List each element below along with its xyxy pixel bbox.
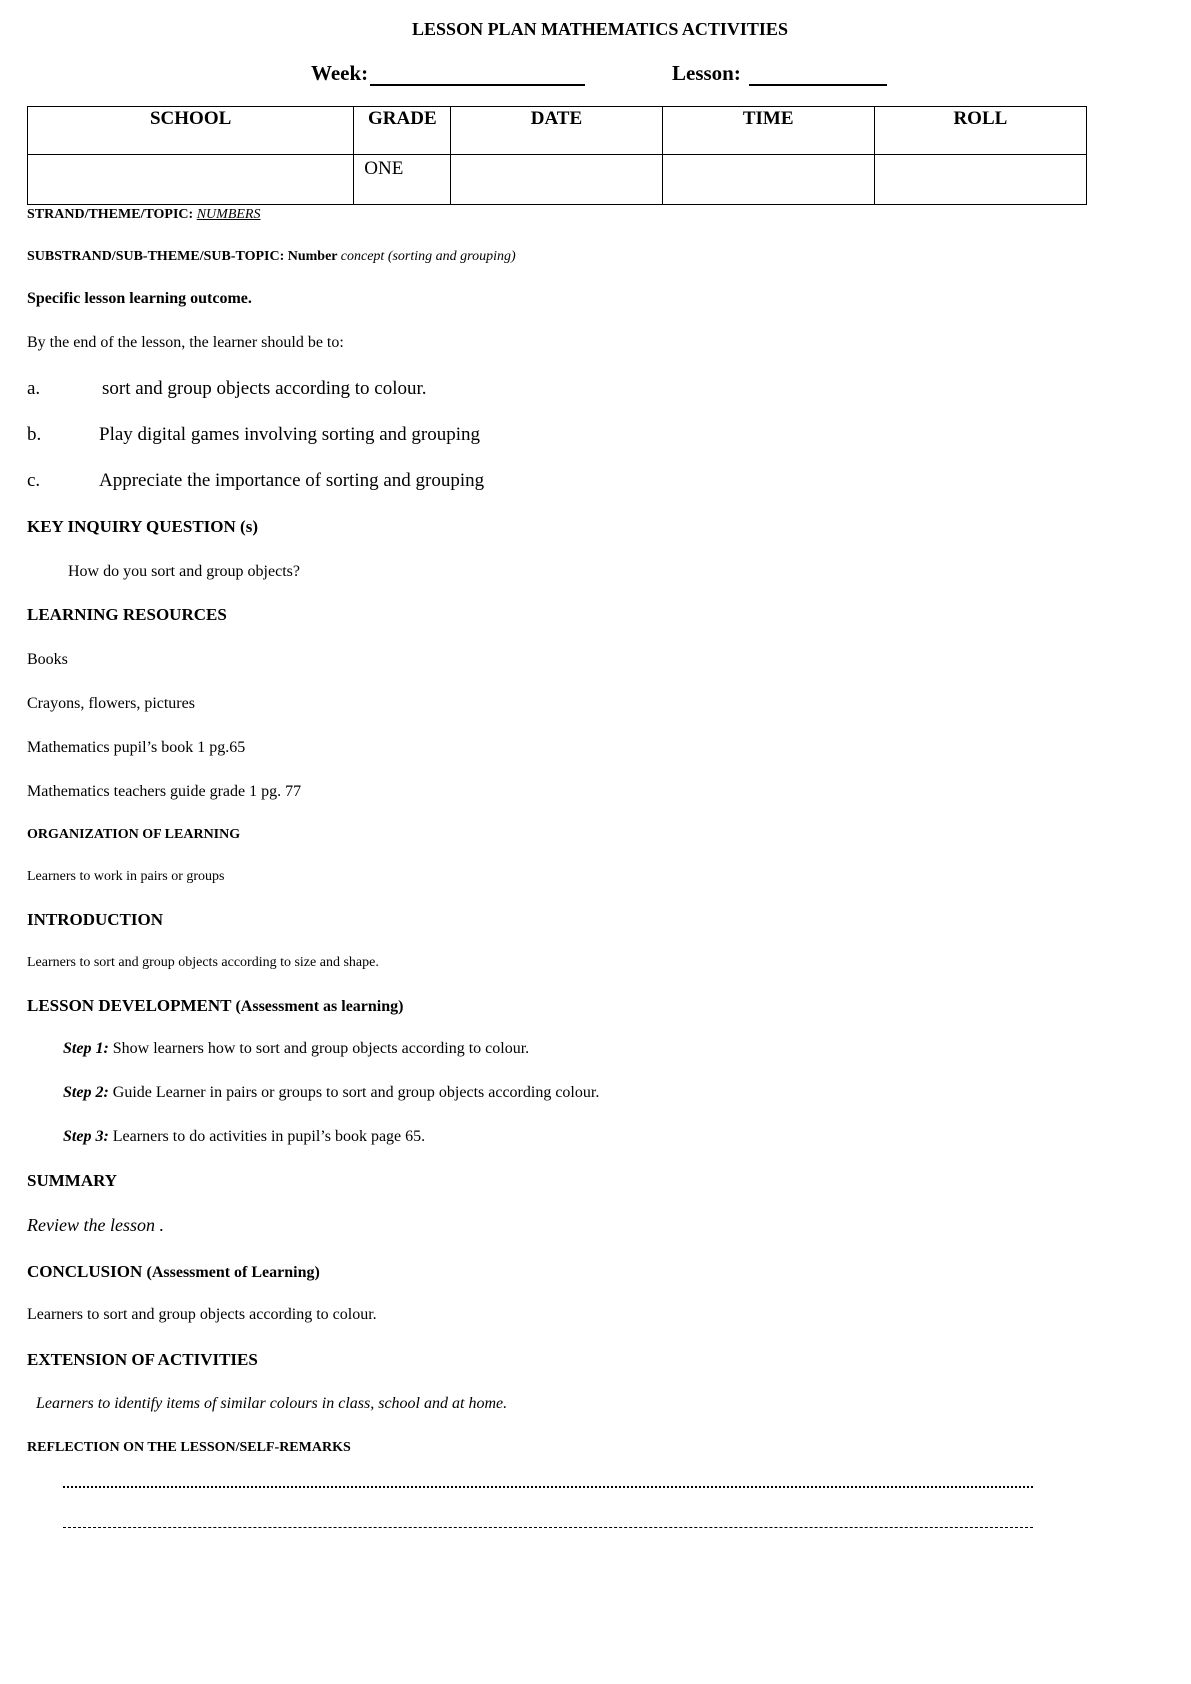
key-inquiry-heading: KEY INQUIRY QUESTION (s)	[27, 517, 258, 536]
header-time: TIME	[662, 107, 874, 155]
table-row	[28, 155, 1087, 205]
substrand-label: SUBSTRAND/SUB-THEME/SUB-TOPIC:	[27, 249, 285, 264]
resource-item: Mathematics pupil’s book 1 pg.65	[27, 739, 246, 756]
conclusion-heading-main: CONCLUSION	[27, 1262, 143, 1281]
summary-text: Review the lesson .	[27, 1215, 164, 1235]
strand-line	[27, 207, 260, 223]
development-heading-sub: (Assessment as learning)	[235, 998, 404, 1015]
cell-time[interactable]	[662, 155, 874, 205]
strand-value: NUMBERS	[196, 207, 261, 222]
resource-item: Mathematics teachers guide grade 1 pg. 77	[27, 783, 302, 800]
development-step-2	[63, 1084, 599, 1102]
cell-roll[interactable]	[874, 155, 1086, 205]
lesson-blank-line[interactable]	[749, 64, 887, 86]
outcome-text-a: sort and group objects according to colour.	[102, 378, 427, 399]
strand-label: STRAND/THEME/TOPIC:	[27, 207, 194, 222]
header-grade: GRADE	[354, 107, 451, 155]
header-school: SCHOOL	[28, 107, 354, 155]
week-label: Week:	[311, 61, 369, 85]
outcome-text-b: Play digital games involving sorting and grouping	[99, 424, 481, 445]
reflection-heading: REFLECTION ON THE LESSON/SELF-REMARKS	[27, 1440, 351, 1455]
outcome-marker-a: a.	[27, 378, 41, 399]
lesson-label: Lesson:	[672, 61, 741, 85]
resource-item: Crayons, flowers, pictures	[27, 695, 195, 712]
table-header-row	[28, 107, 1087, 155]
step-label: Step 1:	[63, 1040, 109, 1057]
step-text: Learners to do activities in pupil’s book page 65.	[112, 1128, 426, 1145]
cell-school[interactable]	[28, 155, 354, 205]
conclusion-text: Learners to sort and group objects according to colour.	[27, 1306, 377, 1323]
conclusion-heading-sub: (Assessment of Learning)	[146, 1264, 320, 1281]
outcome-marker-c: c.	[27, 470, 41, 491]
cell-date[interactable]	[451, 155, 662, 205]
header-roll: ROLL	[874, 107, 1086, 155]
step-label: Step 2:	[63, 1084, 109, 1101]
substrand-value-italic: concept (sorting and grouping)	[340, 249, 516, 264]
substrand-value-bold: Number	[287, 249, 338, 264]
key-inquiry-question: How do you sort and group objects?	[68, 563, 300, 580]
introduction-heading: INTRODUCTION	[27, 910, 164, 929]
step-text: Show learners how to sort and group objects according to colour.	[112, 1040, 530, 1057]
week-blank-line[interactable]	[370, 64, 585, 86]
cell-grade: ONE	[354, 155, 451, 205]
introduction-text: Learners to sort and group objects according to size and shape.	[27, 955, 379, 970]
reflection-writing-line-1[interactable]	[63, 1486, 1033, 1488]
outcomes-intro: By the end of the lesson, the learner should be to:	[27, 334, 344, 351]
organization-heading: ORGANIZATION OF LEARNING	[27, 827, 241, 842]
outcome-marker-b: b.	[27, 424, 42, 445]
resource-item: Books	[27, 651, 68, 668]
outcomes-heading: Specific lesson learning outcome.	[27, 290, 252, 307]
step-label: Step 3:	[63, 1128, 109, 1145]
reflection-writing-line-2[interactable]	[63, 1527, 1033, 1528]
extension-text: Learners to identify items of similar colours in class, school and at home.	[36, 1395, 508, 1412]
organization-text: Learners to work in pairs or groups	[27, 869, 225, 884]
resources-heading: LEARNING RESOURCES	[27, 605, 227, 624]
extension-heading: EXTENSION OF ACTIVITIES	[27, 1350, 258, 1369]
week-field	[311, 61, 585, 86]
step-text: Guide Learner in pairs or groups to sort and group objects according colour.	[112, 1084, 600, 1101]
conclusion-heading	[27, 1262, 320, 1282]
document-title: LESSON PLAN MATHEMATICS ACTIVITIES	[412, 19, 788, 39]
outcome-text-c: Appreciate the importance of sorting and grouping	[99, 470, 485, 491]
development-step-3	[63, 1128, 425, 1146]
lesson-field	[672, 61, 887, 86]
header-date: DATE	[451, 107, 662, 155]
summary-heading: SUMMARY	[27, 1171, 118, 1190]
development-step-1	[63, 1040, 529, 1058]
development-heading-main: LESSON DEVELOPMENT	[27, 996, 232, 1015]
substrand-line	[27, 249, 516, 265]
lesson-meta-table	[27, 106, 1087, 205]
development-heading	[27, 996, 403, 1016]
